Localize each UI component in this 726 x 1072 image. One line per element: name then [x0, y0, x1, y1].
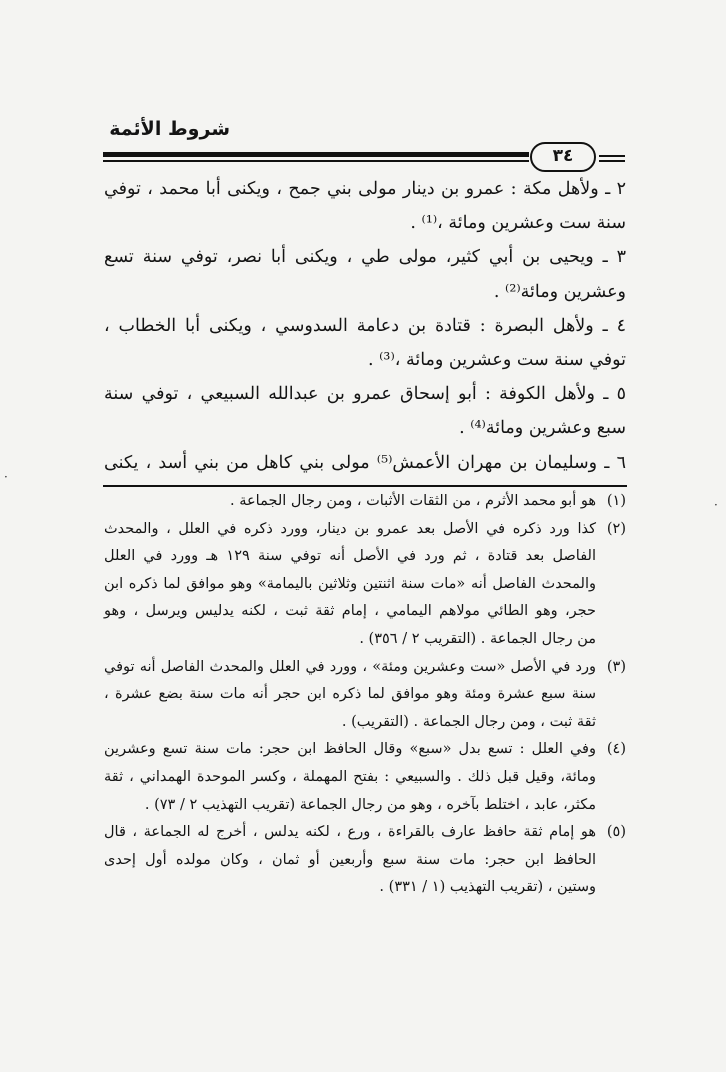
- footnote-text: [104, 736, 596, 819]
- text-line: سبع وعشرين ومائة⁽⁴⁾ .: [459, 418, 626, 439]
- paragraph-item-4: [104, 309, 626, 377]
- text-line: ٦ ـ وسليمان بن مهران الأعمش⁽⁵⁾ مولى بني كاهل من بني أسد ، يكنى: [104, 452, 626, 473]
- footnote-1: [104, 488, 626, 516]
- footnote-number: (٤): [606, 741, 626, 758]
- footnote-line: حجر، وهو الطائي مولاهم اليمامي ، إمام ثقة ثبت ، لكنه يدليس ويرسل ، وهو: [104, 603, 596, 620]
- footnote-5: [104, 819, 626, 902]
- footnote-2: [104, 516, 626, 654]
- header-rule-thin: [103, 160, 529, 162]
- footnote-line: كذا ورد ذكره في الأصل بعد عمرو بن دينار، وورد ذكره في العلل ، والمحدث: [104, 520, 596, 537]
- footnote-text: [104, 516, 596, 654]
- footnote-number: (٣): [606, 658, 626, 675]
- footnote-3: [104, 654, 626, 737]
- text-line: وعشرين ومائة⁽²⁾ .: [493, 281, 626, 302]
- footnote-text: [104, 654, 596, 737]
- page-number: ٣٤: [530, 142, 596, 172]
- text-line: ٤ ـ ولأهل البصرة : قتادة بن دعامة السدوسي ، ويكنى أبا الخطاب ،: [104, 315, 626, 336]
- paragraph-item-6: [104, 446, 626, 480]
- footnote-line: الفاصل بعد قتادة ، ثم ورد في الأصل أنه توفي سنة ١٢٩ هـ وورد في العلل: [104, 548, 596, 565]
- footnote-line: هو أبو محمد الأثرم ، من الثقات الأثبات ، ومن رجال الجماعة .: [230, 493, 596, 509]
- footnote-divider: [103, 485, 627, 487]
- scan-margin-mark: ·: [714, 498, 718, 512]
- paragraph-item-5: [104, 377, 626, 445]
- header-rule-right: [599, 155, 625, 157]
- text-line: ٣ ـ ويحيى بن أبي كثير، مولى طي ، ويكنى أبا نصر، توفي سنة تسع: [104, 247, 626, 268]
- footnote-line: وستين ، (تقريب التهذيب (١ / ٣٣١) .: [379, 879, 596, 896]
- footnote-line: ومائة، وقيل قبل ذلك . والسبيعي : بفتح المهملة ، وكسر الموحدة الهمداني ، ثقة: [104, 768, 596, 785]
- footnotes: [104, 488, 626, 902]
- footnote-line: من رجال الجماعة . (التقريب ٢ / ٣٥٦) .: [359, 630, 596, 647]
- text-line: توفي سنة ست وعشرين ومائة ،⁽³⁾ .: [367, 350, 626, 371]
- header-rule: [103, 152, 529, 157]
- footnote-line: هو إمام ثقة حافظ عارف بالقراءة ، ورع ، لكنه يدلس ، أخرج له الجماعة ، قال: [104, 824, 596, 841]
- text-line: ٥ ـ ولأهل الكوفة : أبو إسحاق عمرو بن عبدالله السبيعي ، توفي سنة: [104, 384, 626, 405]
- footnote-line: والمحدث الفاصل أنه «مات سنة اثنتين وثلاثين باليمامة» وهو موافق لما ذكره ابن: [104, 575, 596, 592]
- running-title: شروط الأئمة: [109, 118, 230, 140]
- footnote-line: سنة سبع عشرة ومئة وهو موافق لما ذكره ابن حجر أنه مات سنة بضع عشرة ،: [104, 686, 596, 703]
- footnote-number: (١): [606, 493, 626, 509]
- scan-margin-mark: ·: [4, 470, 8, 484]
- text-line: سنة ست وعشرين ومائة ،⁽¹⁾ .: [410, 213, 626, 234]
- footnote-number: (٢): [606, 520, 626, 537]
- footnote-line: وفي العلل : تسع بدل «سبع» وقال الحافظ ابن حجر: مات سنة تسع وعشرين: [104, 741, 596, 758]
- footnote-line: الحافظ ابن حجر: مات سنة سبع وأربعين أو ثمان ، وكان مولده أول إحدى: [104, 851, 596, 868]
- footnote-line: مكثر، عابد ، اختلط بآخره ، وهو من رجال الجماعة (تقريب التهذيب ٢ / ٧٣) .: [144, 796, 596, 813]
- text-line: ٢ ـ ولأهل مكة : عمرو بن دينار مولى بني جمح ، ويكنى أبا محمد ، توفي: [104, 179, 626, 199]
- footnote-text: [104, 488, 596, 516]
- footnote-number: (٥): [606, 824, 626, 841]
- footnote-text: [104, 819, 596, 902]
- paragraph-item-2: [104, 172, 626, 240]
- main-text: [104, 172, 626, 480]
- footnote-4: [104, 736, 626, 819]
- footnote-line: ثقة ثبت ، ومن رجال الجماعة . (التقريب) .: [341, 713, 596, 730]
- footnote-line: ورد في الأصل «ست وعشرين ومئة» ، وورد في العلل والمحدث الفاصل أنه توفي: [104, 658, 596, 675]
- header-rule-right-thin: [599, 160, 625, 162]
- paragraph-item-3: [104, 240, 626, 308]
